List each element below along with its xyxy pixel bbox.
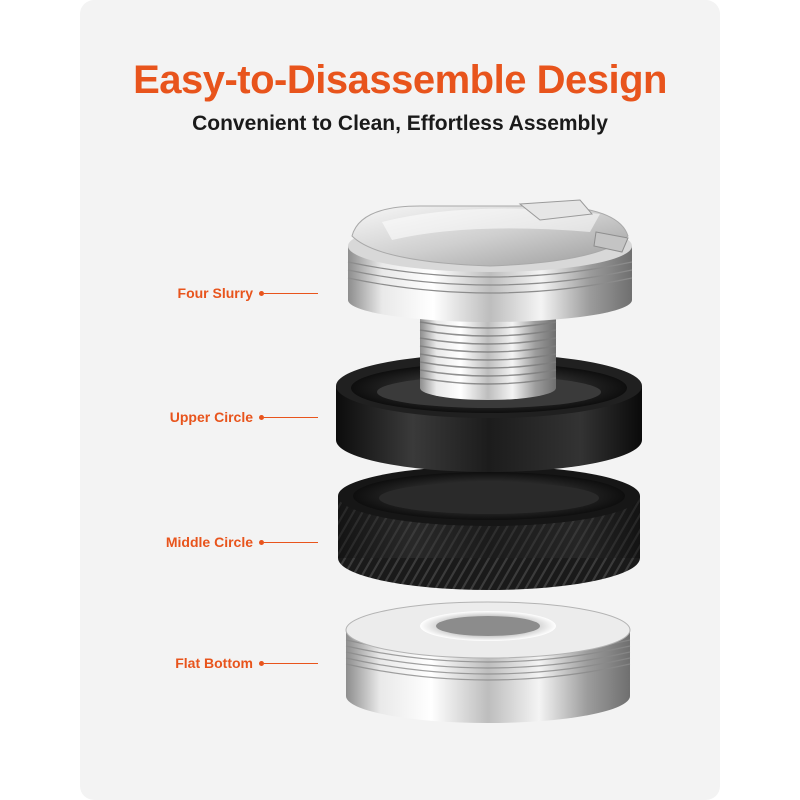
callout-line <box>264 663 318 664</box>
callout-four-slurry <box>100 283 318 303</box>
page-subtitle: Convenient to Clean, Effortless Assembly <box>192 112 608 135</box>
callout-label: Flat Bottom <box>175 655 253 671</box>
callout-label: Middle Circle <box>165 534 253 550</box>
flat-bottom-part <box>346 602 630 723</box>
middle-circle-part <box>338 466 640 590</box>
page-title: Easy-to-Disassemble Design <box>133 58 667 102</box>
four-slurry-part <box>348 200 632 322</box>
callout-label: Four Slurry <box>177 285 253 301</box>
callout-upper-circle <box>100 407 318 427</box>
callout-flat-bottom <box>100 653 318 673</box>
callout-middle-circle <box>100 532 318 552</box>
callout-label: Upper Circle <box>169 409 253 425</box>
callout-line <box>264 293 318 294</box>
callout-line <box>264 417 318 418</box>
callout-line <box>264 542 318 543</box>
